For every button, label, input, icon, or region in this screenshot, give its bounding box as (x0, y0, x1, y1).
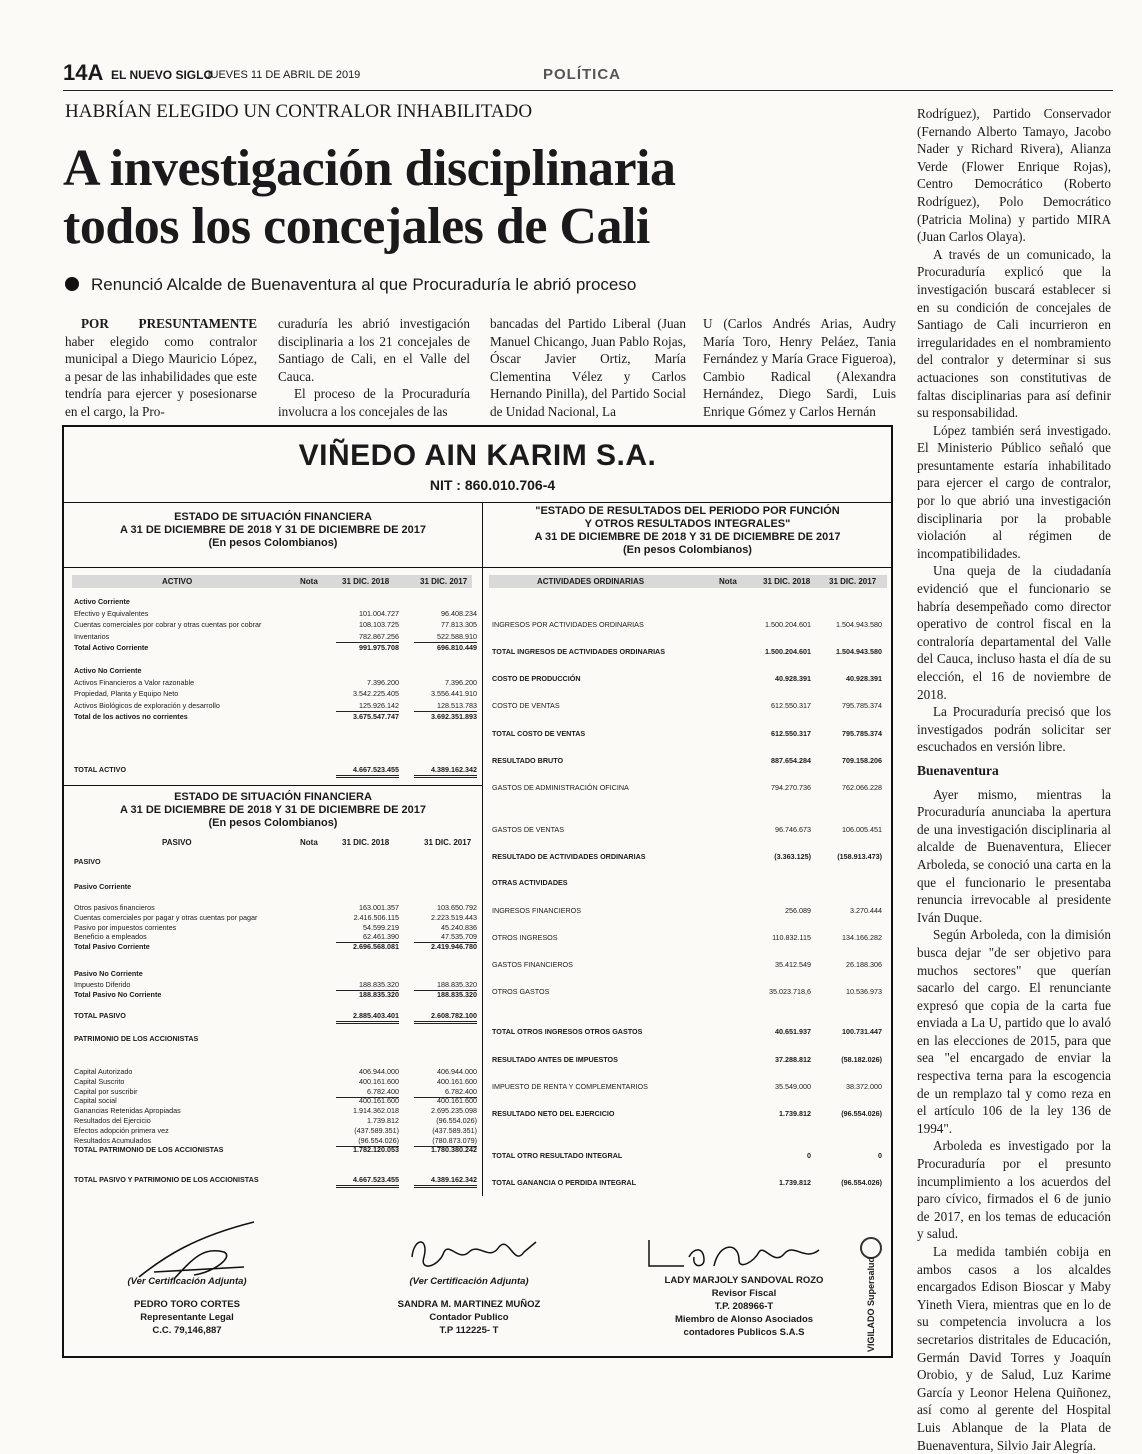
col2-p1: curaduría les abrió investigación disciplinaria a los 21 concejales de Santiago de Cali, en el Valle del Cauca. (278, 316, 470, 384)
pasivo-value-2018: 2.416.506.115 (353, 912, 399, 922)
is-row (492, 701, 892, 711)
is-row (492, 1082, 892, 1092)
is-label: COSTO DE PRODUCCIÓN (492, 674, 581, 683)
activo-header (72, 575, 472, 588)
is-value-2018: 612.550.317 (771, 701, 811, 710)
bs2-title-1: ESTADO DE SITUACIÓN FINANCIERA (174, 791, 372, 803)
sig2-ref: (Ver Certificación Adjunta) (409, 1276, 529, 1287)
is-2018-header: 31 DIC. 2018 (763, 577, 811, 586)
is-value-2017: 762.066.228 (842, 783, 882, 792)
is-row (492, 1109, 892, 1119)
pasivo-nc-value-2017: 188.835.320 (437, 989, 477, 999)
patrimonio-label: Capital Suscrito (74, 1076, 125, 1086)
activo-label: Activo Corriente (74, 597, 130, 606)
activo-row (74, 677, 477, 688)
section-name: POLÍTICA (543, 66, 621, 83)
financial-statement-ad (62, 425, 893, 1358)
patrimonio-row (74, 1106, 477, 1116)
is-row (492, 1055, 892, 1065)
is-label: TOTAL OTRO RESULTADO INTEGRAL (492, 1151, 623, 1160)
subheadline (65, 275, 636, 295)
sig3-name: LADY MARJOLY SANDOVAL ROZO (664, 1275, 824, 1286)
is-title-4: (En pesos Colombianos) (623, 544, 752, 556)
patrimonio-value-2018: 400.161.600 (359, 1096, 399, 1106)
activo-row (74, 689, 477, 699)
pasivo-nc-label: Impuesto Diferido (74, 980, 131, 989)
signature-block-1 (72, 1275, 302, 1337)
patrimonio-value-2018: 1.914.362.018 (353, 1106, 399, 1116)
is-label: TOTAL GANANCIA O PERDIDA INTEGRAL (492, 1178, 637, 1187)
patrimonio-label: Resultados Acumulados (74, 1135, 152, 1145)
activo-label: Activos Biológicos de exploración y desarrollo (74, 700, 220, 710)
col2-p2: El proceso de la Procuraduría involucra a los concejales de las (278, 386, 470, 419)
is-label: RESULTADO BRUTO (492, 756, 564, 765)
is-title-2: Y OTROS RESULTADOS INTEGRALES" (584, 518, 791, 530)
pasivo-corriente-label: Pasivo Corriente (74, 882, 132, 891)
is-value-2018: 96.746.673 (775, 825, 811, 834)
is-value-2017: 795.785.374 (842, 701, 882, 710)
pasivo-label: Otros pasivos financieros (74, 903, 155, 912)
patrimonio-value-2017: (96.554.026) (436, 1116, 477, 1125)
pasivo-label: Total Pasivo Corriente (74, 942, 150, 952)
sig2-name: SANDRA M. MARTINEZ MUÑOZ (397, 1299, 541, 1310)
pasivo-header-label: PASIVO (162, 838, 192, 847)
patrimonio-value-2017: 6.782.400 (414, 1087, 477, 1098)
is-label: OTRAS ACTIVIDADES (492, 878, 568, 887)
pasivo-value-2017: 45.240.836 (441, 922, 477, 932)
is-value-2018: 110.832.115 (772, 933, 811, 942)
patrimonio-value-2018: 1.739.812 (367, 1116, 399, 1125)
body-column-4 (703, 315, 896, 421)
is-value-2017: 795.785.374 (842, 729, 882, 738)
company-nit: NIT : 860.010.706-4 (429, 477, 556, 493)
right-p1: Rodríguez), Partido Conservador (Fernando Alberto Tamayo, Jacobo Nader y Richard Rivera), Alianza Verde (Flower Enrique Rojas), Centro Democrático (Roberto Rodríguez), Polo Democrático (Patricia Molina) y partido MIRA (Juan Carlos Olaya). (917, 106, 1111, 245)
is-row (492, 987, 892, 997)
is-value-2017: 38.372.000 (846, 1082, 882, 1091)
activo-value-2018: 125.926.142 (336, 701, 399, 712)
pasivo-row (74, 942, 477, 952)
is-row (492, 1178, 892, 1188)
total-pasivo-2018: 2.885.403.401 (336, 1011, 399, 1024)
activo-value-2017: 96.408.234 (441, 608, 477, 618)
pasivo-value-2017: 103.650.792 (437, 903, 477, 912)
balance-sheet-title-2 (64, 791, 482, 830)
newspaper-name: EL NUEVO SIGLO (111, 68, 213, 82)
activo-value-2018: 3.542.225.405 (353, 689, 399, 698)
is-row (492, 729, 892, 739)
activo-value-2018: 3.675.547.747 (353, 712, 399, 721)
activo-row (74, 597, 474, 607)
subheadline-text: Renunció Alcalde de Buenaventura al que Procuraduría le abrió proceso (91, 275, 637, 294)
patrimonio-value-2018: (96.554.026) (336, 1136, 399, 1147)
is-value-2018: 40.651.937 (775, 1027, 811, 1036)
sig1-name: PEDRO TORO CORTES (134, 1299, 240, 1310)
total-pp-2017: 4.389.162.342 (414, 1175, 477, 1188)
is-value-2018: 612.550.317 (771, 729, 811, 738)
sig3-role: Revisor Fiscal (711, 1288, 777, 1299)
is-value-2017: 0 (878, 1151, 882, 1160)
pasivo-no-corriente-label: Pasivo No Corriente (74, 969, 143, 978)
activo-row (74, 631, 477, 642)
patrimonio-row (74, 1067, 477, 1077)
is-header-label: ACTIVIDADES ORDINARIAS (537, 577, 645, 586)
issue-date: JUEVES 11 DE ABRIL DE 2019 (205, 69, 361, 81)
is-value-2018: 1.500.204.601 (765, 647, 811, 656)
is-value-2018: (3.363.125) (774, 852, 811, 861)
patrimonio-value-2017: (780.873.079) (414, 1136, 477, 1147)
bullet-icon (65, 277, 79, 291)
is-value-2017: (58.182.026) (841, 1055, 882, 1064)
headline-line-2: todos los concejales de Cali (63, 198, 650, 255)
is-row (492, 933, 892, 943)
pasivo-value-2018: 163.001.357 (359, 903, 399, 912)
is-label: OTROS GASTOS (492, 987, 550, 996)
is-value-2017: (96.554.026) (841, 1109, 882, 1118)
activo-row (74, 643, 477, 653)
activo-value-2018: 101.004.727 (359, 608, 399, 618)
patrimonio-label: Capital Autorizado (74, 1067, 133, 1076)
total-pp-2018: 4.667.523.455 (336, 1175, 399, 1188)
is-label: OTROS INGRESOS (492, 933, 558, 942)
patrimonio-value-2018: 400.161.600 (359, 1076, 399, 1086)
kicker: HABRÍAN ELEGIDO UN CONTRALOR INHABILITADO (65, 101, 533, 122)
lead-in: POR PRESUNTAMENTE (81, 316, 257, 331)
activo-label: Total Activo Corriente (74, 643, 149, 652)
patrimonio-label: Capital por suscribir (74, 1086, 138, 1096)
bs-title-1: ESTADO DE SITUACIÓN FINANCIERA (174, 511, 372, 523)
is-label: TOTAL COSTO DE VENTAS (492, 729, 586, 738)
pasivo-value-2018: 2.696.568.081 (353, 942, 399, 952)
activo-value-2017: 3.556.441.910 (431, 689, 477, 698)
bs-title-3: (En pesos Colombianos) (208, 537, 338, 549)
pasivo-value-2017: 2.223.519.443 (431, 912, 477, 922)
col-2018-header: 31 DIC. 2018 (342, 577, 390, 586)
patrimonio-row (74, 1076, 477, 1087)
sig1-ref: (Ver Certificación Adjunta) (127, 1276, 247, 1287)
pasivo-label: Pasivo por impuestos corrientes (74, 922, 177, 932)
bs2-title-3: (En pesos Colombianos) (208, 817, 338, 829)
right-p6: Ayer mismo, mientras la Procuraduría anunciaba la apertura de una investigación disciplinaria al alcalde de Buenaventura, Eliecer Arboleda, se conoció una carta en la que el funcionario le presentaba renuncia irrevocable al presidente Iván Duque. (917, 786, 1111, 925)
is-value-2018: 0 (807, 1151, 811, 1160)
company-name: VIÑEDO AIN KARIM S.A. (298, 439, 657, 472)
masthead-rule (63, 90, 1113, 91)
total-activo-2017: 4.389.162.342 (414, 765, 477, 778)
pasivo-value-2017: 2.419.946.780 (431, 942, 477, 952)
activo-row (74, 700, 477, 711)
sig2-role: Contador Publico (429, 1312, 509, 1323)
is-value-2017: 1.504.943.580 (836, 620, 882, 629)
is-value-2017: 100.731.447 (842, 1027, 882, 1036)
income-statement-title (482, 505, 893, 557)
pasivo-row (74, 903, 477, 913)
is-header (489, 575, 887, 588)
right-p3: López también será investigado. El Ministerio Público señaló que presuntamente estaría inhabilitado para ejercer el cargo de contralor, por lo que abrió una investigación disciplinaria por la probable violación al régimen de incompatibilidades. (917, 422, 1111, 561)
is-value-2017: 709.158.206 (842, 756, 882, 765)
activo-label: Propiedad, Planta y Equipo Neto (74, 689, 179, 698)
body-column-2 (278, 315, 470, 421)
activo-value-2017: 3.692.351.893 (431, 712, 477, 721)
col-2017-header: 31 DIC. 2017 (420, 577, 468, 586)
patrimonio-label: Resultados del Ejercicio (74, 1116, 151, 1125)
nota-header-2: Nota (300, 838, 318, 847)
patrimonio-row (74, 1135, 477, 1146)
patrimonio-row (74, 1116, 477, 1126)
is-row (492, 1151, 892, 1161)
patrimonio-row (74, 1096, 477, 1106)
is-label: TOTAL INGRESOS DE ACTIVIDADES ORDINARIAS (492, 647, 666, 656)
is-value-2017: 26.188.306 (846, 960, 882, 969)
pasivo-row (74, 912, 477, 923)
is-row (492, 783, 892, 793)
is-value-2017: 40.928.391 (846, 674, 882, 683)
total-activo-label: TOTAL ACTIVO (74, 765, 127, 774)
is-value-2018: 37.288.812 (775, 1055, 811, 1064)
col-2018-header-2: 31 DIC. 2018 (342, 838, 390, 847)
col-2017-header-2: 31 DIC. 2017 (424, 838, 472, 847)
is-row (492, 674, 892, 684)
activo-row (74, 712, 477, 722)
pasivo-nc-value-2017: 188.835.320 (414, 980, 477, 991)
col1-text: haber elegido como contralor municipal a Diego Mauricio López, a pesar de las inhabilidades que este tendría para ejercer y posesionarse en el cargo, la Pro- (65, 333, 257, 419)
total-pasivo-patrimonio-row (74, 1175, 477, 1185)
subheading-buenaventura: Buenaventura (917, 762, 999, 778)
pasivo-value-2018: 54.599.219 (363, 922, 399, 932)
activo-row (74, 620, 477, 630)
is-value-2017: 134.166.282 (842, 933, 882, 942)
is-label: GASTOS DE ADMINISTRACIÓN OFICINA (492, 783, 629, 792)
is-value-2018: 1.739.812 (779, 1109, 811, 1118)
patrimonio-value-2018: (437.589.351) (354, 1125, 399, 1135)
is-value-2018: 35.023.718,6 (769, 987, 811, 996)
is-row (492, 825, 892, 835)
patrimonio-row (74, 1086, 477, 1097)
sig3-id: T.P. 208966-T (714, 1301, 774, 1312)
is-value-2017: 10.536.973 (846, 987, 882, 996)
bs-title-2: A 31 DE DICIEMBRE DE 2018 Y 31 DE DICIEMBRE DE 2017 (119, 524, 427, 536)
body-column-1 (65, 315, 257, 421)
is-row (492, 960, 892, 970)
patrimonio-label: Capital social (74, 1096, 117, 1106)
nota-header: Nota (300, 577, 318, 586)
is-title-3: A 31 DE DICIEMBRE DE 2018 Y 31 DE DICIEMBRE DE 2017 (534, 531, 841, 543)
total-pasivo-row (74, 1011, 477, 1021)
is-value-2017: (158.913.473) (837, 852, 882, 861)
activo-value-2018: 7.396.200 (367, 677, 399, 687)
pasivo-nc-label: Total Pasivo No Corriente (74, 989, 162, 999)
is-nota-header: Nota (719, 577, 737, 586)
pasivo-value-2017: 47.535.709 (414, 932, 477, 943)
is-value-2018: 887.654.284 (771, 756, 811, 765)
is-2017-header: 31 DIC. 2017 (829, 577, 877, 586)
is-value-2018: 794.270.736 (771, 783, 811, 792)
headline (63, 140, 873, 256)
right-p2: A través de un comunicado, la Procuraduría explicó que la investigación buscará establecer si en su condición de concejales de Santiago de Cali incurrieron en irregularidades en el nombramiento del contralor y determinar si sus actuaciones son constitutivas de faltas disciplinarias para así definir su responsabilidad. (917, 246, 1111, 421)
supersalud-seal (859, 1237, 883, 1352)
pasivo-row (74, 932, 477, 942)
patrimonio-value-2018: 1.782.120.053 (353, 1145, 399, 1155)
activo-value-2018: 108.103.725 (359, 620, 399, 629)
activo-value-2017: 7.396.200 (445, 677, 477, 687)
patrimonio-value-2017: 400.161.600 (437, 1076, 477, 1086)
activo-label: Cuentas comerciales por cobrar y otras cuentas por cobrar (74, 620, 262, 629)
patrimonio-value-2017: 406.944.000 (437, 1067, 477, 1076)
total-pp-label: TOTAL PASIVO Y PATRIMONIO DE LOS ACCIONISTAS (74, 1175, 259, 1184)
is-label: COSTO DE VENTAS (492, 701, 560, 710)
is-row (492, 852, 892, 862)
col4-text: U (Carlos Andrés Arias, Audry María Toro, Henry Peláez, Tania Fernández y María Grace Figueroa), Cambio Radical (Alexandra Hernández, Diego Sardi, Luis Enrique Gómez y Carlos Hernán (703, 316, 896, 419)
activo-label: Efectivo y Equivalentes (74, 608, 149, 618)
activo-value-2018: 991.975.708 (359, 643, 399, 652)
is-title-1: "ESTADO DE RESULTADOS DEL PERIODO POR FUNCIÓN (535, 505, 840, 517)
sig3-extra: Miembro de Alonso Asociados contadores Publicos S.A.S (674, 1314, 814, 1338)
signature-block-2 (354, 1275, 584, 1337)
is-label: RESULTADO DE ACTIVIDADES ORDINARIAS (492, 852, 646, 861)
is-value-2017: 1.504.943.580 (836, 647, 882, 656)
is-row (492, 878, 892, 888)
pasivo-header (72, 836, 472, 849)
pasivo-row (74, 922, 477, 933)
pasivo-label: Cuentas comerciales por pagar y otras cuentas por pagar (74, 912, 258, 922)
patrimonio-label: PATRIMONIO DE LOS ACCIONISTAS (74, 1034, 199, 1043)
patrimonio-row (74, 1145, 477, 1155)
is-label: RESULTADO ANTES DE IMPUESTOS (492, 1055, 618, 1064)
right-p8: Arboleda es investigado por la Procuraduría por el presunto incumplimiento a los acuerdos del paro cívico, firmados el 6 de junio de 2017, en los temas de educación y salud. (917, 1138, 1111, 1242)
total-pasivo-2017: 2.608.782.100 (414, 1011, 477, 1024)
is-label: TOTAL OTROS INGRESOS OTROS GASTOS (492, 1027, 643, 1036)
activo-header-label: ACTIVO (162, 577, 193, 586)
patrimonio-row (74, 1125, 477, 1136)
is-value-2018: 40.928.391 (775, 674, 811, 683)
signature-lady-sandoval (644, 1232, 834, 1272)
activo-row (74, 655, 474, 665)
page-number: 14A (63, 60, 104, 85)
activo-row (74, 666, 474, 676)
is-row (492, 647, 892, 657)
activo-label: Activo No Corriente (74, 666, 142, 675)
pasivo-label: PASIVO (74, 857, 101, 866)
patrimonio-value-2017: 400.161.600 (437, 1096, 477, 1106)
right-p5: La Procuraduría precisó que los investigados podrán solicitar ser escuchados en versión libre. (917, 704, 1111, 755)
is-row (492, 906, 892, 916)
total-activo-row (74, 765, 477, 775)
is-label: INGRESOS POR ACTIVIDADES ORDINARIAS (492, 620, 644, 629)
pasivo-nc-row (74, 980, 477, 990)
is-label: GASTOS FINANCIEROS (492, 960, 573, 969)
sig1-role: Representante Legal (140, 1312, 234, 1323)
right-p7: Según Arboleda, con la dimisión busca dejar "de ser objetivo para muchos sectores" que querían sacarlo del cargo. El renunciante expresó que copia de la carta fue enviada a La U, partido que lo avaló en las elecciones de 2015, para que sea "el encargado de enviar la respectiva terna para la escogencia de un remplazo tal y como reza en el artículo 106 de la ley 136 de 1994". (917, 927, 1111, 1136)
supersalud-text: VIGILADO Supersalud (866, 1256, 876, 1352)
total-activo-2018: 4.667.523.455 (336, 765, 399, 778)
pasivo-nc-row (74, 989, 477, 1000)
is-value-2017: 3.270.444 (850, 906, 882, 915)
activo-value-2017: 77.813.305 (441, 620, 477, 629)
body-column-3 (490, 315, 686, 421)
is-value-2017: (96.554.026) (841, 1178, 882, 1187)
patrimonio-value-2017: (437.589.351) (432, 1125, 477, 1135)
activo-value-2017: 128.513.783 (414, 701, 477, 712)
is-value-2018: 35.549.000 (775, 1082, 811, 1091)
is-row (492, 756, 892, 766)
sig2-id: T.P 112225- T (439, 1325, 499, 1336)
signature-block-3 (644, 1274, 844, 1339)
masthead (63, 62, 1113, 88)
activo-value-2017: 522.588.910 (414, 632, 477, 643)
patrimonio-value-2017: 2.695.235.098 (431, 1106, 477, 1116)
activo-label: Activos Financieros a Valor razonable (74, 677, 195, 687)
is-value-2018: 1.500.204.601 (765, 620, 811, 629)
is-value-2017: 106.005.451 (842, 825, 882, 834)
activo-label: Inventarios (74, 631, 110, 641)
activo-label: Total de los activos no corrientes (74, 712, 188, 721)
is-value-2018: 35.412.549 (775, 960, 811, 969)
is-value-2018: 1.739.812 (779, 1178, 811, 1187)
pasivo-label: Beneficio a empleados (74, 932, 147, 942)
col3-text: bancadas del Partido Liberal (Juan Manuel Chicango, Juan Pablo Rojas, Óscar Javier Ortiz, María Clementina Vélez y Carlos Hernando Pinilla), del Partido Social de Unidad Nacional, La (490, 316, 686, 419)
is-label: IMPUESTO DE RENTA Y COMPLEMENTARIOS (492, 1082, 648, 1091)
is-row (492, 1027, 892, 1037)
patrimonio-value-2017: 1.780.380.242 (431, 1145, 477, 1155)
sig1-id: C.C. 79,146,887 (152, 1325, 222, 1336)
headline-line-1: A investigación disciplinaria (63, 140, 676, 197)
patrimonio-label: TOTAL PATRIMONIO DE LOS ACCIONISTAS (74, 1145, 224, 1155)
balance-sheet-title (64, 511, 482, 550)
is-label: INGRESOS FINANCIEROS (492, 906, 582, 915)
activo-row (74, 608, 477, 619)
signature-sandra-martinez (404, 1227, 544, 1277)
is-value-2018: 256.089 (785, 906, 811, 915)
right-p9: La medida también cobija en ambos casos a los alcaldes encargados Edison Bioscar y Maby Yineth Viera, mientras que en lo de su competencia involucra a los secretarios distritales de Educación, Germán David Torres y Joaquín Orobio, y de Salud, Luz Karime García y Leonor Helena Quiñonez, así como al gerente del Hospital Luis Ablanque de la Plata de Buenaventura, Silvio Jair Alegría. (917, 1244, 1111, 1453)
patrimonio-label: Ganancias Retenidas Apropiadas (74, 1106, 181, 1116)
activo-value-2018: 782.867.256 (336, 632, 399, 643)
is-label: RESULTADO NETO DEL EJERCICIO (492, 1109, 615, 1118)
pasivo-value-2018: 62.461.390 (336, 932, 399, 943)
patrimonio-value-2018: 6.782.400 (336, 1087, 399, 1098)
activo-value-2017: 696.810.449 (437, 643, 477, 652)
patrimonio-value-2018: 406.944.000 (359, 1067, 399, 1076)
is-row (492, 620, 892, 630)
right-column (917, 105, 1111, 1454)
patrimonio-label: Efectos adopción primera vez (74, 1125, 169, 1135)
is-label: GASTOS DE VENTAS (492, 825, 565, 834)
pasivo-nc-value-2018: 188.835.320 (336, 980, 399, 991)
pasivo-nc-value-2018: 188.835.320 (359, 989, 399, 999)
total-pasivo-label: TOTAL PASIVO (74, 1011, 126, 1020)
right-p4: Una queja de la ciudadanía evidenció que el funcionario se habría desempeñado como director operativo de control fiscal en la contraloría departamental del Valle del Cauca, incluso hasta el día de su elección, el 16 de noviembre de 2018. (917, 563, 1111, 702)
bs2-title-2: A 31 DE DICIEMBRE DE 2018 Y 31 DE DICIEMBRE DE 2017 (119, 804, 427, 816)
